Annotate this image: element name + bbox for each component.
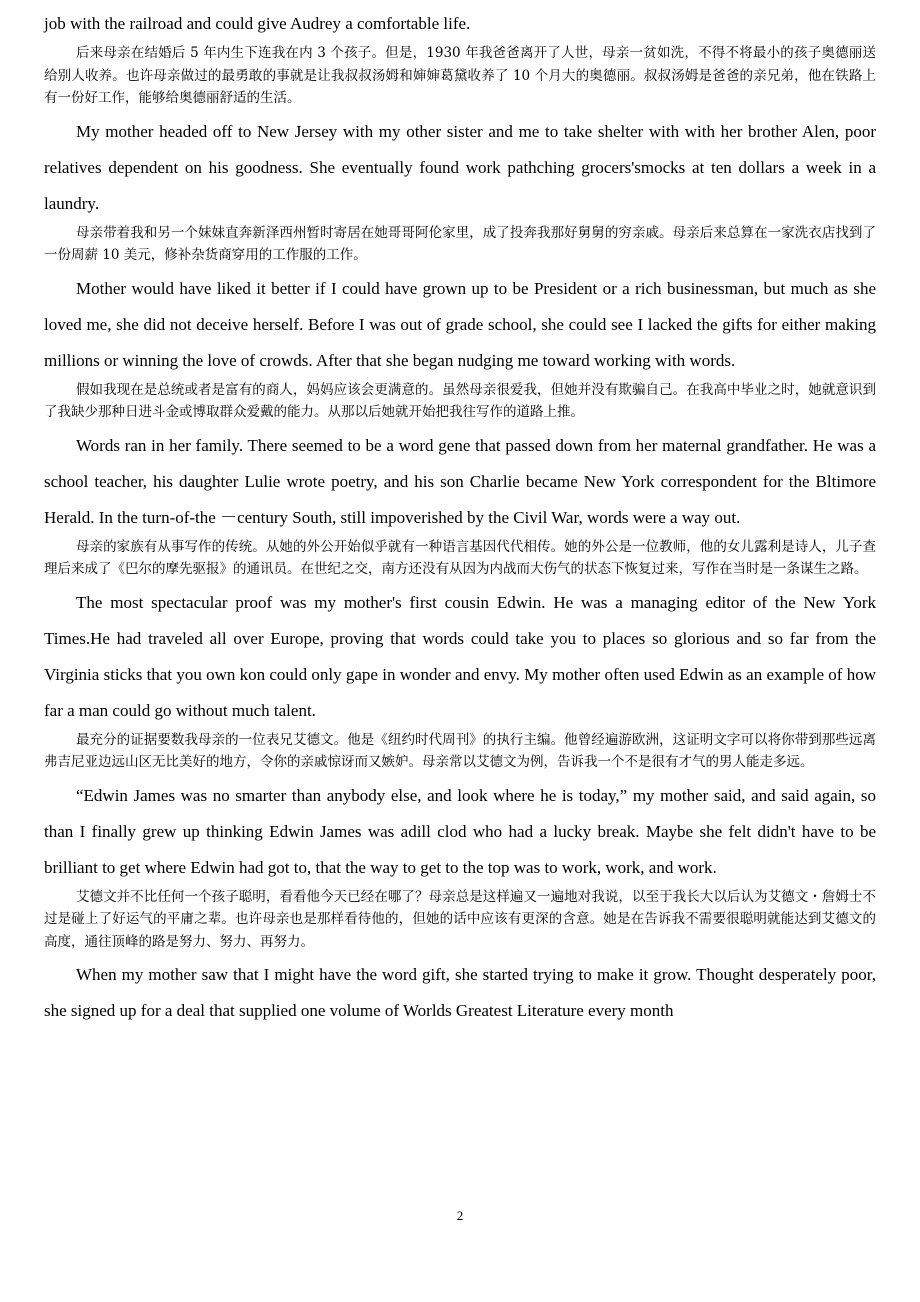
paragraph-en-5: The most spectacular proof was my mother's first cousin Edwin. He was a managing editor of the New York Times.He had traveled all over Europe, proving that words could take you to places so glorious and so far from the Virginia sticks that you own kon could only gape in wonder and envy. My mother often used Edwin as an example of how far a man could go without much talent.: [44, 592, 876, 720]
paragraph-zh-6: 艾德文并不比任何一个孩子聪明，看看他今天已经在哪了？母亲总是这样遍又一遍地对我说，以至于我长大以后认为艾德文・詹姆士不过是碰上了好运气的平庸之辈。也许母亲也是那样看待他的，但她的话中应该有更深的含意。她是在告诉我不需要很聪明就能达到艾德文的高度，通往顶峰的路是努力、努力、再努力。: [44, 888, 876, 950]
paragraph-en-4: Words ran in her family. There seemed to be a word gene that passed down from her maternal grandfather. He was a school teacher, his daughter Lulie wrote poetry, and his son Charlie became New York correspondent for the Bltimore Herald. In the turn-of-the －century South, still impoverished by the Civil War, words were a way out.: [44, 435, 876, 527]
paragraph-zh-4: 母亲的家族有从事写作的传统。从她的外公开始似乎就有一种语言基因代代相传。她的外公是一位教师，他的女儿露利是诗人，儿子查理后来成了《巴尔的摩先驱报》的通讯员。在世纪之交，南方还没有从因为内战而大伤气的状态下恢复过来，写作在当时是一条谋生之路。: [44, 538, 876, 577]
paragraph-en-3: Mother would have liked it better if I could have grown up to be President or a rich businessman, but much as she loved me, she did not deceive herself. Before I was out of grade school, she could see I lacked the gifts for either making millions or winning the love of crowds. After that she began nudging me toward working with words.: [44, 278, 876, 370]
paragraph-zh-3: 假如我现在是总统或者是富有的商人，妈妈应该会更满意的。虽然母亲很爱我，但她并没有欺骗自己。在我高中毕业之时，她就意识到了我缺少那种日进斗金或博取群众爱戴的能力。从那以后她就开始把我往写作的道路上推。: [44, 381, 876, 420]
paragraph-en-2: My mother headed off to New Jersey with my other sister and me to take shelter with with her brother Alen, poor relatives dependent on his goodness. She eventually found work pathching grocers'smocks at ten dollars a week in a laundry.: [44, 121, 876, 213]
paragraph-en-6: “Edwin James was no smarter than anybody else, and look where he is today,” my mother said, and said again, so than I finally grew up thinking Edwin James was adill clod who had a lucky break. Maybe she felt didn't have to be brilliant to get where Edwin had got to, that the way to get to the top was to work, work, and work.: [44, 785, 876, 877]
paragraph-zh-2: 母亲带着我和另一个妹妹直奔新泽西州暂时寄居在她哥哥阿伦家里，成了投奔我那好舅舅的穷亲戚。母亲后来总算在一家洗衣店找到了一份周薪 10 美元，修补杂货商穿用的工作服的工作。: [44, 224, 876, 263]
paragraph-en-7: When my mother saw that I might have the word gift, she started trying to make it grow. Thought desperately poor, she signed up for a deal that supplied one volume of Worlds Greatest Literature every month: [44, 965, 876, 1020]
paragraph-en-1: job with the railroad and could give Audrey a comfortable life.: [44, 14, 471, 33]
document-body: [44, 6, 876, 1029]
paragraph-zh-1: 后来母亲在结婚后 5 年内生下连我在内 3 个孩子。但是，1930 年我爸爸离开了人世，母亲一贫如洗，不得不将最小的孩子奥德丽送给别人收养。也许母亲做过的最勇敢的事就是让我叔叔汤姆和婶婶葛黛收养了 10 个月大的奥德丽。叔叔汤姆是爸爸的亲兄弟，他在铁路上有一份好工作，能够给奥德丽舒适的生活。: [44, 45, 876, 106]
paragraph-zh-5: 最充分的证据要数我母亲的一位表兄艾德文。他是《纽约时代周刊》的执行主编。他曾经遍游欧洲，这证明文字可以将你带到那些远离弗吉尼亚边远山区无比美好的地方，令你的亲戚惊讶而又嫉妒。母亲常以艾德文为例，告诉我一个不是很有才气的男人能走多远。: [44, 731, 876, 770]
page-number: 2: [456, 1208, 464, 1223]
